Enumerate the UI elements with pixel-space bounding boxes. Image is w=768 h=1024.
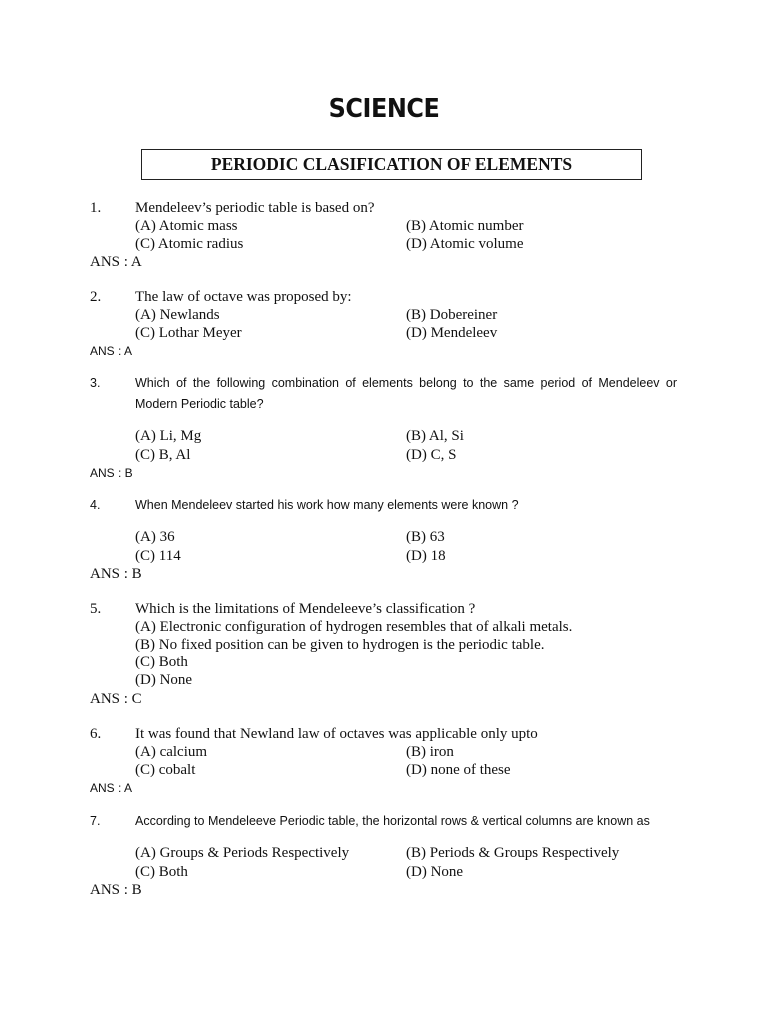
option-c: (C) 114 bbox=[135, 548, 181, 564]
option-c: (C) Lothar Meyer bbox=[135, 325, 242, 341]
question-text: It was found that Newland law of octaves was applicable only upto bbox=[135, 726, 538, 742]
option-a: (A) Newlands bbox=[135, 307, 220, 323]
option-d: (D) none of these bbox=[406, 762, 511, 778]
option-c: (C) Atomic radius bbox=[135, 236, 244, 252]
answer: ANS : B bbox=[90, 882, 142, 898]
option-b: (B) 63 bbox=[406, 529, 445, 545]
option-d: (D) Atomic volume bbox=[406, 236, 524, 252]
question-text: According to Mendeleeve Periodic table, the horizontal rows & vertical columns are known as bbox=[135, 814, 650, 828]
question-number: 2. bbox=[90, 289, 102, 305]
question-number: 1. bbox=[90, 200, 102, 216]
option-d: (D) Mendeleev bbox=[406, 325, 498, 341]
option-d: (D) None bbox=[406, 864, 464, 880]
option-d: (D) C, S bbox=[406, 447, 457, 463]
option-d: (D) 18 bbox=[406, 548, 446, 564]
question-text: Mendeleev’s periodic table is based on? bbox=[135, 200, 375, 216]
question-number: 4. bbox=[90, 498, 101, 512]
option-d: (D) None bbox=[135, 672, 193, 688]
option-a: (A) Atomic mass bbox=[135, 218, 238, 234]
option-b: (B) No fixed position can be given to hydrogen is the periodic table. bbox=[135, 637, 545, 653]
question-text: When Mendeleev started his work how many elements were known ? bbox=[135, 498, 519, 512]
option-b: (B) Periods & Groups Respectively bbox=[406, 845, 620, 861]
question-text-line-2: Modern Periodic table? bbox=[135, 397, 264, 411]
option-b: (B) iron bbox=[406, 744, 454, 760]
option-c: (C) B, Al bbox=[135, 447, 191, 463]
answer: ANS : B bbox=[90, 466, 133, 480]
option-b: (B) Dobereiner bbox=[406, 307, 498, 323]
option-b: (B) Atomic number bbox=[406, 218, 524, 234]
question-number: 7. bbox=[90, 814, 101, 828]
option-b: (B) Al, Si bbox=[406, 428, 464, 444]
option-a: (A) 36 bbox=[135, 529, 175, 545]
question-text: The law of octave was proposed by: bbox=[135, 289, 352, 305]
question-text: Which is the limitations of Mendeleeve’s classification ? bbox=[135, 601, 476, 617]
option-a: (A) Electronic configuration of hydrogen resembles that of alkali metals. bbox=[135, 619, 573, 635]
option-c: (C) Both bbox=[135, 864, 188, 880]
option-a: (A) calcium bbox=[135, 744, 208, 760]
answer: ANS : B bbox=[90, 566, 142, 582]
option-a: (A) Groups & Periods Respectively bbox=[135, 845, 350, 861]
option-c: (C) cobalt bbox=[135, 762, 196, 778]
answer: ANS : A bbox=[90, 254, 142, 270]
question-text-line-1: Which of the following combination of elements belong to the same period of Mendeleev or bbox=[135, 376, 677, 390]
option-c: (C) Both bbox=[135, 654, 188, 670]
answer: ANS : A bbox=[90, 781, 133, 795]
answer: ANS : C bbox=[90, 691, 142, 707]
page-title: SCIENCE bbox=[328, 94, 440, 124]
question-number: 5. bbox=[90, 601, 102, 617]
option-a: (A) Li, Mg bbox=[135, 428, 202, 444]
answer: ANS : A bbox=[90, 344, 133, 358]
question-number: 3. bbox=[90, 376, 101, 390]
question-number: 6. bbox=[90, 726, 102, 742]
chapter-title: PERIODIC CLASIFICATION OF ELEMENTS bbox=[210, 154, 573, 174]
chapter-title-box bbox=[141, 149, 642, 180]
